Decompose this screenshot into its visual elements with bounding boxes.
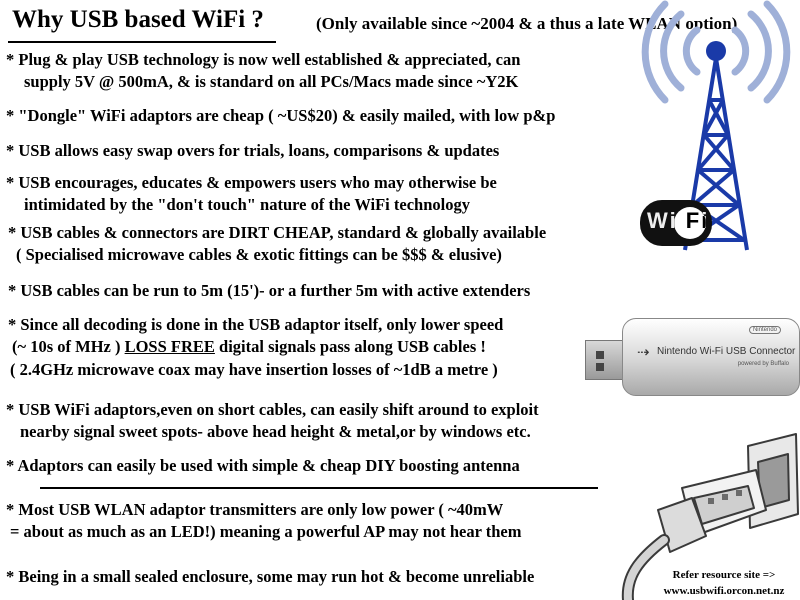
wifi-logo-text: Wi Fi xyxy=(647,208,710,233)
bullet-11-line-1: * Being in a small sealed enclosure, some may run hot & become unreliable xyxy=(6,567,535,586)
usb-plug-hole xyxy=(596,363,604,371)
footer-url-link[interactable]: www.usbwifi.orcon.net.nz xyxy=(663,585,785,597)
page-title: Why USB based WiFi ? xyxy=(12,6,264,33)
bullet-10-line-2: = about as much as an LED!) meaning a powerful AP may not hear them xyxy=(10,522,522,541)
bullet-1-line-2: supply 5V @ 500mA, & is standard on all PCs/Macs made since ~Y2K xyxy=(24,72,519,91)
bullet-1-line-1: * Plug & play USB technology is now well established & appreciated, can xyxy=(6,50,521,69)
loss-free-emphasis: LOSS FREE xyxy=(124,337,215,356)
wifi-logo xyxy=(640,200,712,246)
adaptor-sublabel: powered by Buffalo xyxy=(737,361,789,367)
bullet-5-line-1: * USB cables & connectors are DIRT CHEAP, standard & globally available xyxy=(8,223,547,242)
bullet-6-line-1: * USB cables can be run to 5m (15')- or a further 5m with active extenders xyxy=(8,281,531,300)
bullet-7-line-1: * Since all decoding is done in the USB adaptor itself, only lower speed xyxy=(8,315,504,334)
adaptor-label: Nintendo Wi-Fi USB Connector xyxy=(657,346,796,357)
bullet-3-line-1: * USB allows easy swap overs for trials, loans, comparisons & updates xyxy=(6,141,500,160)
bullet-10-line-1: * Most USB WLAN adaptor transmitters are only low power ( ~40mW xyxy=(6,500,504,519)
bullet-5-line-2: ( Specialised microwave cables & exotic fittings can be $$$ & elusive) xyxy=(16,245,502,264)
title-underline xyxy=(8,41,276,43)
footer-line-1: Refer resource site => xyxy=(672,569,776,581)
usb-symbol-icon: ⇢ xyxy=(637,344,650,361)
bullet-7-line-2 xyxy=(12,336,486,358)
footer-reference xyxy=(650,567,798,599)
bullet-7-line-2-c: digital signals pass along USB cables ! xyxy=(214,337,486,356)
usb-plug-hole xyxy=(596,351,604,359)
bullet-8-line-1: * USB WiFi adaptors,even on short cables, can easily shift around to exploit xyxy=(6,400,539,419)
bullet-4-line-2: intimidated by the "don't touch" nature of the WiFi technology xyxy=(24,195,470,214)
separator-rule xyxy=(40,487,598,489)
usb-adaptor-body xyxy=(622,318,800,396)
bullet-7-line-2-a: (~ 10s of MHz ) xyxy=(12,337,125,356)
antenna-tip xyxy=(706,41,726,61)
bullet-9-line-1: * Adaptors can easily be used with simple & cheap DIY boosting antenna xyxy=(6,456,520,475)
bullet-2-line-1: * "Dongle" WiFi adaptors are cheap ( ~US$20) & easily mailed, with low p&p xyxy=(6,106,556,125)
bullet-4-line-1: * USB encourages, educates & empowers users who may otherwise be xyxy=(6,173,497,192)
page-subtitle: (Only available since ~2004 & a thus a late WLAN option) xyxy=(316,14,738,33)
nintendo-badge: Nintendo xyxy=(749,326,781,334)
bullet-7-line-3: ( 2.4GHz microwave coax may have insertion losses of ~1dB a metre ) xyxy=(10,360,498,379)
bullet-8-line-2: nearby signal sweet spots- above head height & metal,or by windows etc. xyxy=(20,422,531,441)
